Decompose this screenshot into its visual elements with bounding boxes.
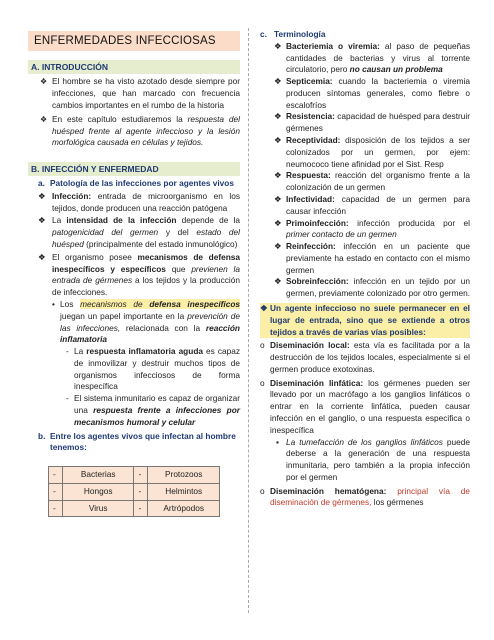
term-receptividad: ❖ Receptividad: disposición de los tejidos a ser colonizados por un germen, por ejem: neumococo tiene afinidad por el Sist. Resp bbox=[274, 135, 470, 169]
four-diamond-icon: ❖ bbox=[274, 40, 282, 51]
diseminacion-linfatica: o Diseminación linfática: los gérmenes pueden ser llevado por un macrófago a los ganglios linfáticos o entrar en la corriente linfática, pueden causar infección en el ganglio, o una respuesta especifica o inespecífica bbox=[260, 377, 470, 435]
section-a-header: A. INTRODUCCIÓN bbox=[28, 60, 240, 74]
intro-item-2: ❖ En este capítulo estudiaremos la respuesta del huésped frente al agente infeccioso y la lesión morfológica causada en células y tejidos. bbox=[40, 113, 240, 148]
table-row: - Hongos - Helmintos bbox=[49, 483, 220, 500]
subsection-b-title: b. Entre los agentes vivos que infectan al hombre tenemos: bbox=[38, 430, 236, 453]
table-row: - Bacterias - Protozoos bbox=[49, 467, 220, 484]
agente-infeccioso-note: ❖ Un agente infeccioso no suele permanecer en el lugar de entrada, sino que se extiende a otros tejidos a través de varias vías posibles: bbox=[260, 302, 470, 337]
tumefaccion-item: ▪ La tumefacción de los ganglios linfáticos puede deberse a la generación de una respuesta inmunitaria, pero también a la propia infección por el germen bbox=[276, 436, 470, 482]
table-row: - Virus - Artrópodos bbox=[49, 500, 220, 517]
four-diamond-icon: ❖ bbox=[40, 77, 48, 87]
diseminacion-local: o Diseminación local: esta vía es facilitada por a la destrucción de los tejidos locales, especialmente si el germen produce exotoxinas. bbox=[260, 340, 470, 374]
intensidad-item: ❖ La intensidad de la infección depende de la patogenicidad del germen y del estado del huésped (principalmente del estado inmunológico) bbox=[38, 215, 241, 250]
term-bacteriemia: ❖ Bacteriemia o viremia: al paso de pequeñas cantidades de bacterias y virus al torrente circulatorio, pero no causan un problema bbox=[274, 40, 470, 75]
subsection-a-title: a. Patología de las infecciones por agentes vivos bbox=[38, 178, 234, 189]
square-bullet-icon: ▪ bbox=[276, 436, 279, 447]
four-diamond-icon: ❖ bbox=[274, 111, 282, 122]
term-primoinfeccion: ❖ Primoinfección: infección producida por el primer contacto de un germen bbox=[274, 217, 470, 240]
page-title: ENFERMEDADES INFECCIOSAS bbox=[28, 31, 240, 51]
intro-item-1: ❖ El hombre se ha visto azotado desde siempre por infecciones, que han marcado con frecuencia cambios importantes en el rumbo de la historia bbox=[40, 76, 240, 110]
infeccion-item: ❖ Infección: entrada de microorganismo en los tejidos, donde producen una reacción patógena bbox=[38, 190, 240, 213]
four-diamond-icon: ❖ bbox=[38, 215, 46, 226]
hollow-circle-icon: o bbox=[260, 340, 265, 351]
subsection-c-title: c. Terminología bbox=[260, 29, 326, 39]
term-resistencia: ❖ Resistencia: capacidad de huésped para destruir gérmenes bbox=[274, 111, 470, 134]
section-b-header: B. INFECCIÓN Y ENFERMEDAD bbox=[28, 162, 240, 176]
right-column bbox=[260, 29, 470, 509]
mecanismos-item: • Los mecanismos de defensa inespecíficos juegan un papel importante en la prevención de las infecciones, relacionada con la reacción inflamatoria bbox=[52, 298, 241, 345]
four-diamond-icon: ❖ bbox=[274, 170, 282, 181]
diseminacion-hematogena: o Diseminación hematógena: principal vía de diseminación de gérmenes, los gérmenes bbox=[260, 485, 470, 508]
four-diamond-icon: ❖ bbox=[38, 251, 46, 262]
bullet-icon: • bbox=[52, 298, 55, 309]
hollow-circle-icon: o bbox=[260, 377, 265, 388]
four-diamond-icon: ❖ bbox=[274, 135, 282, 146]
four-diamond-icon: ❖ bbox=[274, 217, 282, 228]
organismo-item: ❖ El organismo posee mecanismos de defensa inespecíficos y específicos que previenen la entrada de gérmenes a los tejidos y la producción de infecciones. bbox=[38, 251, 241, 298]
agents-table bbox=[48, 466, 220, 517]
four-diamond-icon: ❖ bbox=[274, 241, 282, 252]
hollow-circle-icon: o bbox=[260, 485, 265, 496]
term-reinfeccion: ❖ Reinfección: infección en un paciente que previamente ha estado en contacto con el mismo germen bbox=[274, 241, 470, 275]
four-diamond-icon: ❖ bbox=[274, 76, 282, 87]
term-respuesta: ❖ Respuesta: reacción del organismo frente a la colonización de un germen bbox=[274, 170, 470, 193]
sistema-inmunitario-item: - El sistema inmunitario es capaz de organizar una respuesta frente a infecciones por mecanismos humoral y celular bbox=[66, 393, 240, 427]
four-diamond-icon: ❖ bbox=[260, 302, 268, 313]
column-divider bbox=[248, 28, 249, 613]
four-diamond-icon: ❖ bbox=[38, 190, 46, 201]
four-diamond-icon: ❖ bbox=[40, 114, 48, 124]
left-column bbox=[28, 0, 240, 517]
term-sobreinfeccion: ❖ Sobreinfección: infección en un tejido por un germen, previamente colonizado por otro germen. bbox=[274, 276, 471, 299]
four-diamond-icon: ❖ bbox=[274, 276, 282, 287]
respuesta-inflamatoria-item: - La respuesta inflamatoria aguda es capaz de inmovilizar y destruir muchos tipos de organismos infecciosos de forma inespecífica bbox=[66, 346, 240, 392]
term-infectividad: ❖ Infectividad: capacidad de un germen para causar infección bbox=[274, 193, 470, 216]
term-septicemia: ❖ Septicemia: cuando la bacteriemia o viremia producen síntomas generales, como fiebre o escalofríos bbox=[274, 76, 470, 110]
four-diamond-icon: ❖ bbox=[274, 193, 282, 204]
